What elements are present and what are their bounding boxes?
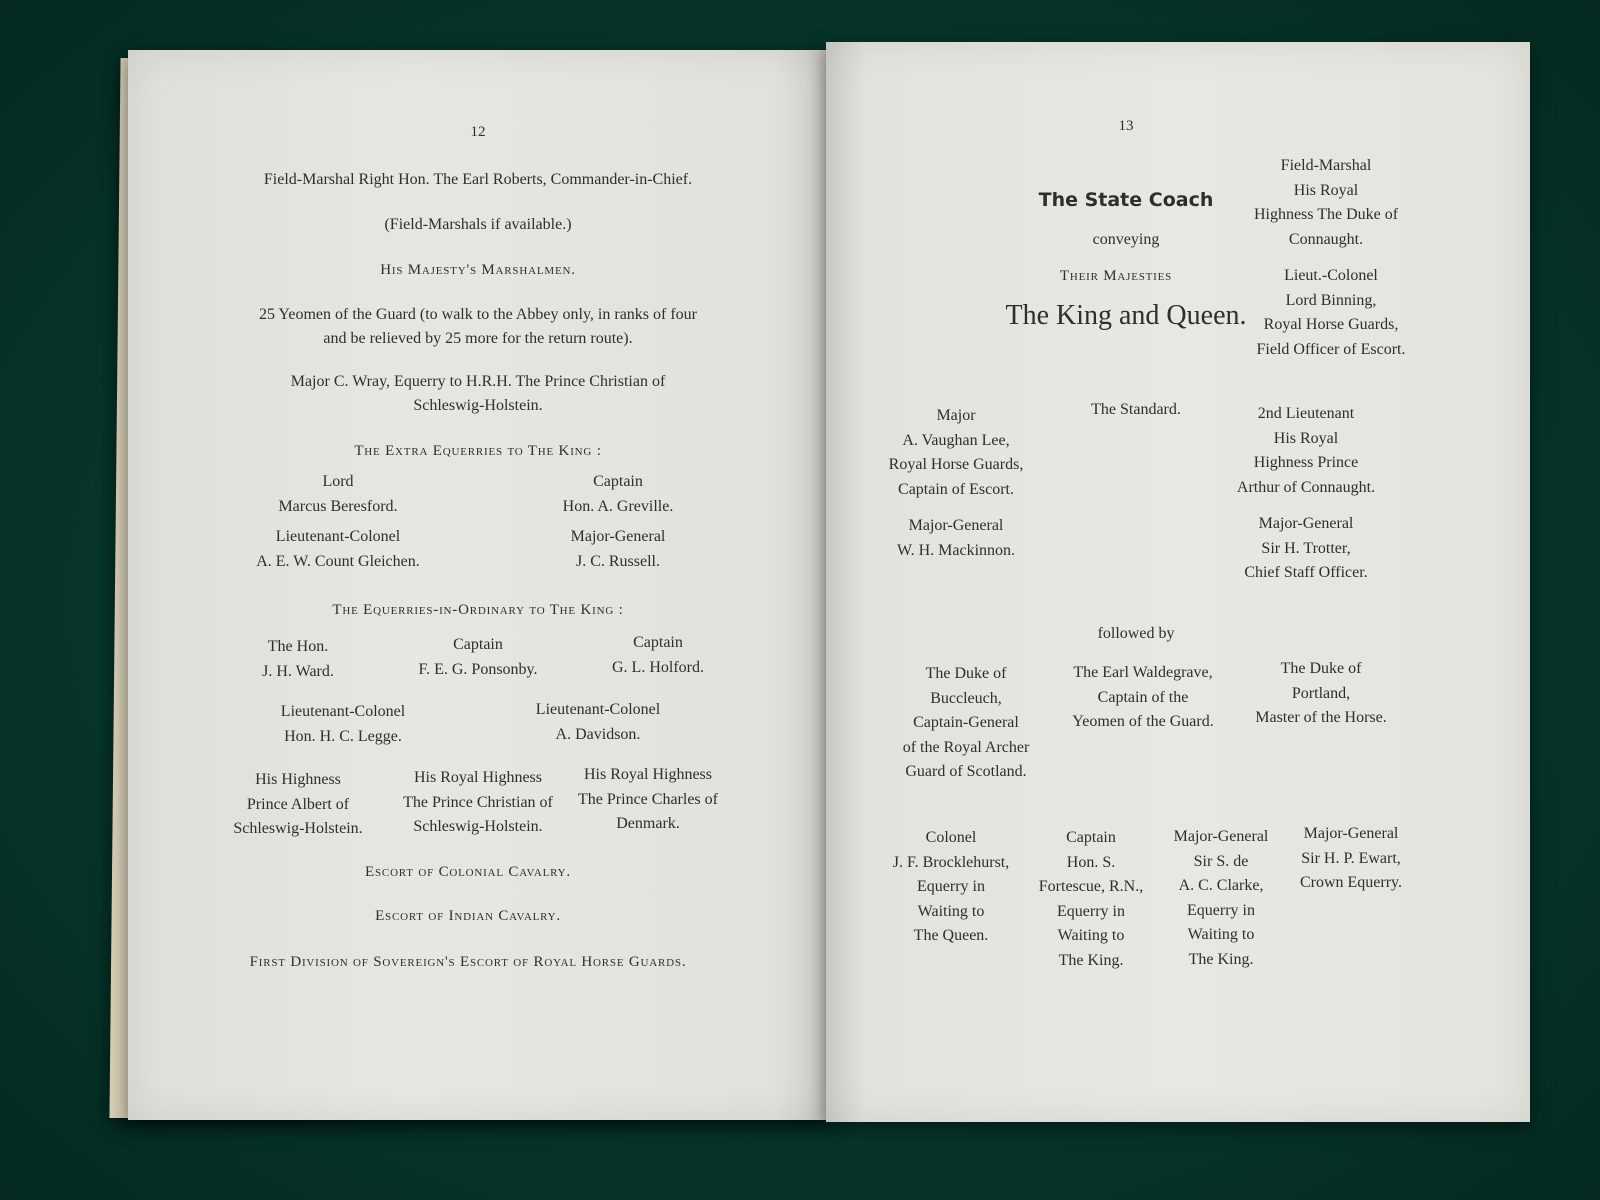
their-majesties-label: Their Majesties: [1059, 268, 1173, 284]
field-marshals-note: (Field-Marshals if available.): [384, 216, 572, 233]
lord-binning: Lieut.-Colonel Lord Binning, Royal Horse Guards, Field Officer of Escort.: [1256, 267, 1406, 358]
earl-waldegrave: The Earl Waldegrave, Captain of the Yeomen of the Guard.: [1072, 664, 1214, 730]
conveying-label: conveying: [1092, 231, 1160, 248]
clarke: Major-General Sir S. de A. C. Clarke, Equerry in Waiting to The King.: [1173, 828, 1269, 968]
extra-equerries-heading: The Extra Equerries to The King :: [354, 443, 602, 459]
equerry-in-ordinary: Captain F. E. G. Ponsonby.: [418, 636, 538, 678]
duke-of-portland: The Duke of Portland, Master of the Horse.: [1255, 660, 1387, 726]
extra-equerry: Captain Hon. A. Greville.: [562, 473, 674, 515]
king-and-queen-title: The King and Queen.: [1005, 300, 1247, 331]
equerry-in-ordinary: Lieutenant-Colonel Hon. H. C. Legge.: [280, 703, 406, 745]
commander-line: Field-Marshal Right Hon. The Earl Roberts, Commander-in-Chief.: [263, 171, 693, 188]
mackinnon: Major-General W. H. Mackinnon.: [896, 517, 1016, 559]
equerry-in-ordinary: Lieutenant-Colonel A. Davidson.: [535, 701, 661, 743]
duke-of-buccleuch: The Duke of Buccleuch, Captain-General of the Royal Archer Guard of Scotland.: [902, 665, 1030, 780]
extra-equerry: Major-General J. C. Russell.: [570, 528, 666, 570]
colonial-cavalry-line: Escort of Colonial Cavalry.: [365, 864, 571, 880]
the-standard: The Standard.: [1091, 401, 1181, 418]
right-page: [826, 42, 1530, 1122]
ewart: Major-General Sir H. P. Ewart, Crown Equerry.: [1299, 825, 1403, 891]
wray-line-1: Major C. Wray, Equerry to H.R.H. The Prince Christian of: [290, 373, 666, 390]
state-coach-title: The State Coach: [1038, 189, 1214, 211]
equerry-in-ordinary: Captain G. L. Holford.: [612, 634, 704, 676]
equerries-in-ordinary-heading: The Equerries-in-Ordinary to The King :: [332, 602, 624, 618]
page-number: 13: [1118, 118, 1134, 134]
vaughan-lee: Major A. Vaughan Lee, Royal Horse Guards, Captain of Escort.: [888, 407, 1024, 498]
equerry-in-ordinary: The Hon. J. H. Ward.: [262, 638, 334, 680]
highness-entry: His Royal Highness The Prince Christian of Schleswig-Holstein.: [403, 769, 553, 835]
brocklehurst: Colonel J. F. Brocklehurst, Equerry in Waiting to The Queen.: [892, 829, 1010, 944]
marshalmen-line: His Majesty's Marshalmen.: [380, 262, 576, 278]
trotter: Major-General Sir H. Trotter, Chief Staff Officer.: [1244, 515, 1368, 581]
first-division-line: First Division of Sovereign's Escort of Royal Horse Guards.: [249, 954, 687, 970]
page-number: 12: [470, 124, 486, 140]
yeomen-line-2: and be relieved by 25 more for the return route).: [323, 330, 633, 347]
extra-equerry: Lord Marcus Beresford.: [278, 473, 398, 515]
highness-entry: His Royal Highness The Prince Charles of Denmark.: [578, 766, 718, 832]
followed-by: followed by: [1097, 625, 1175, 642]
extra-equerry: Lieutenant-Colonel A. E. W. Count Gleichen.: [256, 528, 420, 570]
left-page: [128, 50, 828, 1120]
wray-line-2: Schleswig-Holstein.: [413, 397, 543, 414]
duke-of-connaught: Field-Marshal His Royal Highness The Duke of Connaught.: [1253, 157, 1399, 248]
highness-entry: His Highness Prince Albert of Schleswig-Holstein.: [233, 771, 363, 837]
indian-cavalry-line: Escort of Indian Cavalry.: [375, 908, 561, 924]
yeomen-line-1: 25 Yeomen of the Guard (to walk to the Abbey only, in ranks of four: [259, 306, 697, 323]
prince-arthur: 2nd Lieutenant His Royal Highness Prince Arthur of Connaught.: [1236, 405, 1376, 496]
fortescue: Captain Hon. S. Fortescue, R.N., Equerry in Waiting to The King.: [1038, 829, 1144, 969]
